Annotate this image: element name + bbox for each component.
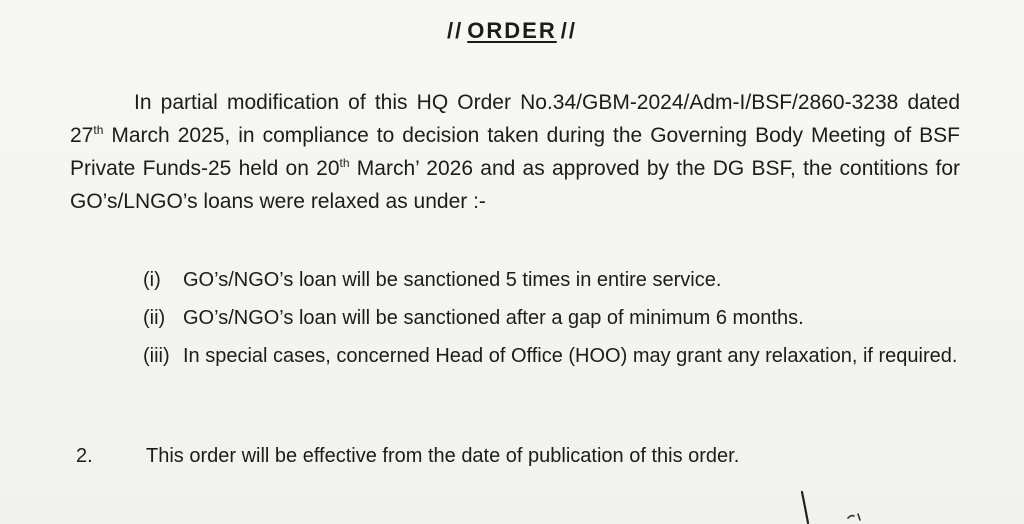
list-item-text: In special cases, concerned Head of Office (HOO) may grant any relaxation, if required. [183,345,958,367]
paragraph-1-part-3: March’ 2026 and as approved by the DG BSF, the contitions for GO’s/LNGO’s loans were relaxed as under :- [70,157,960,213]
order-heading [0,18,1024,44]
superscript-1: th [93,123,104,137]
pen-stroke-mark [796,490,876,524]
list-item-text: GO’s/NGO’s loan will be sanctioned after a gap of minimum 6 months. [183,307,804,329]
paragraph-1-part-2: March 2025, in compliance to decision taken during the Governing Body Meeting of BSF Private Funds-25 held on 20 [70,124,960,180]
list-item-number: (iii) [143,345,170,367]
paragraph-2-text: This order will be effective from the date of publication of this order. [146,445,740,467]
list-item [143,302,963,334]
list-item-number: (ii) [143,307,166,329]
superscript-2: th [339,156,350,170]
paragraph-1-part-1: In partial modification of this HQ Order No.34/GBM-2024/Adm-I/BSF/2860-3238 dated 27 [70,91,960,147]
paragraph-1 [70,86,960,218]
list-item [143,264,963,296]
list-item-number: (i) [143,269,161,291]
list-item [143,340,963,410]
heading-suffix: // [560,18,577,43]
list-item-text: GO’s/NGO’s loan will be sanctioned 5 times in entire service. [183,269,722,291]
heading-title: ORDER [467,18,557,43]
paragraph-2-number: 2. [76,445,93,467]
heading-prefix: // [447,18,464,43]
